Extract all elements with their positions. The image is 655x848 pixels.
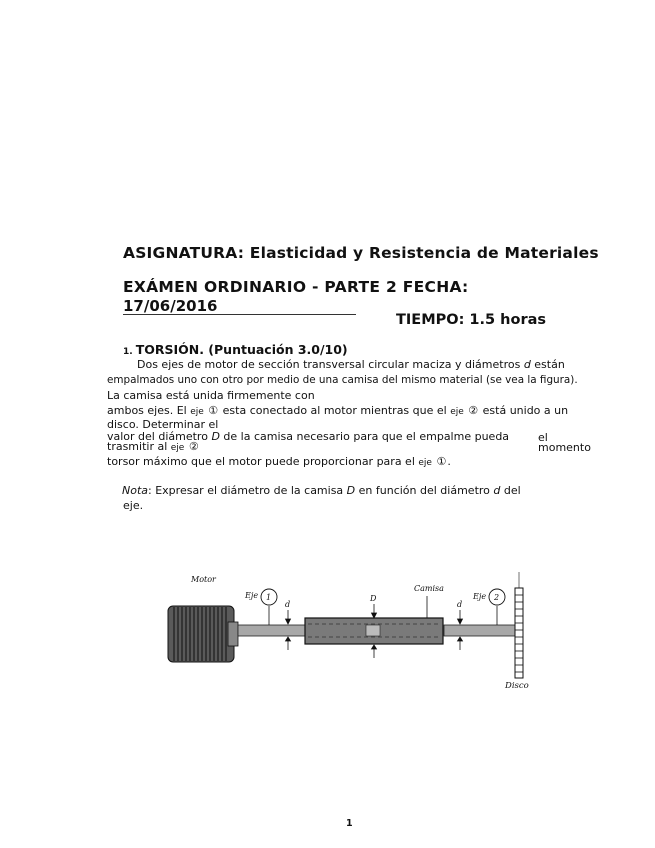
label-d-right: d xyxy=(457,600,463,609)
circled-one: ① xyxy=(436,455,447,468)
label-eje-1-num: 1 xyxy=(266,593,272,602)
question-title xyxy=(123,342,348,357)
note-label: Nota xyxy=(122,484,149,497)
question-word-el: el xyxy=(538,431,548,444)
label-eje-2-num: 2 xyxy=(494,593,500,602)
page-number: 1 xyxy=(346,818,353,829)
note-line-2: eje. xyxy=(123,499,144,512)
shaft-2 xyxy=(444,625,516,636)
question-title-text: TORSIÓN. (Puntuación 3.0/10) xyxy=(135,342,348,357)
exam-title: EXÁMEN ORDINARIO - PARTE 2 FECHA: xyxy=(123,278,469,296)
question-number: 1. xyxy=(123,347,133,357)
coupling-sleeve xyxy=(305,618,443,644)
circled-two: ② xyxy=(468,404,479,417)
question-line-4: ambos ejes. El eje ① esta conectado al motor mientras que el eje ② está unido a un xyxy=(107,404,569,417)
exam-date: 17/06/2016 xyxy=(123,297,218,315)
label-disco: Disco xyxy=(505,681,529,691)
label-D: D xyxy=(370,594,377,603)
exam-time: TIEMPO: 1.5 horas xyxy=(396,312,547,328)
question-line-8: torsor máximo que el motor puede proporcionar para el eje ①. xyxy=(107,455,451,468)
header-underline xyxy=(123,314,356,315)
circled-two: ② xyxy=(188,440,199,453)
question-line-5: disco. Determinar el xyxy=(107,418,219,431)
question-word-momento: momento xyxy=(538,441,591,454)
subject-heading: ASIGNATURA: Elasticidad y Resistencia de Materiales xyxy=(123,244,599,262)
question-line-6: valor del diámetro D de la camisa necesario para que el empalme pueda xyxy=(107,430,510,443)
disk xyxy=(515,572,523,678)
label-eje-1: Eje xyxy=(245,591,259,600)
label-eje-2: Eje xyxy=(473,592,487,601)
motor-body xyxy=(168,606,238,662)
question-line-3: La camisa está unida firmemente con xyxy=(107,389,315,402)
note-line-1: Nota: Expresar el diámetro de la camisa D en función del diámetro d del xyxy=(122,484,521,497)
question-line-2: empalmados uno con otro por medio de una camisa del mismo material (se vea la figura). xyxy=(107,374,578,386)
label-d-left: d xyxy=(285,600,291,609)
circled-one: ① xyxy=(208,404,219,417)
shaft-1 xyxy=(238,625,310,636)
question-line-1: Dos ejes de motor de sección transversal circular maciza y diámetros d están xyxy=(137,358,565,371)
label-motor: Motor xyxy=(191,575,216,584)
question-line-7: trasmitir al eje ② xyxy=(107,440,199,453)
label-camisa: Camisa xyxy=(414,584,444,593)
shaft-coupling-diagram xyxy=(160,568,540,698)
